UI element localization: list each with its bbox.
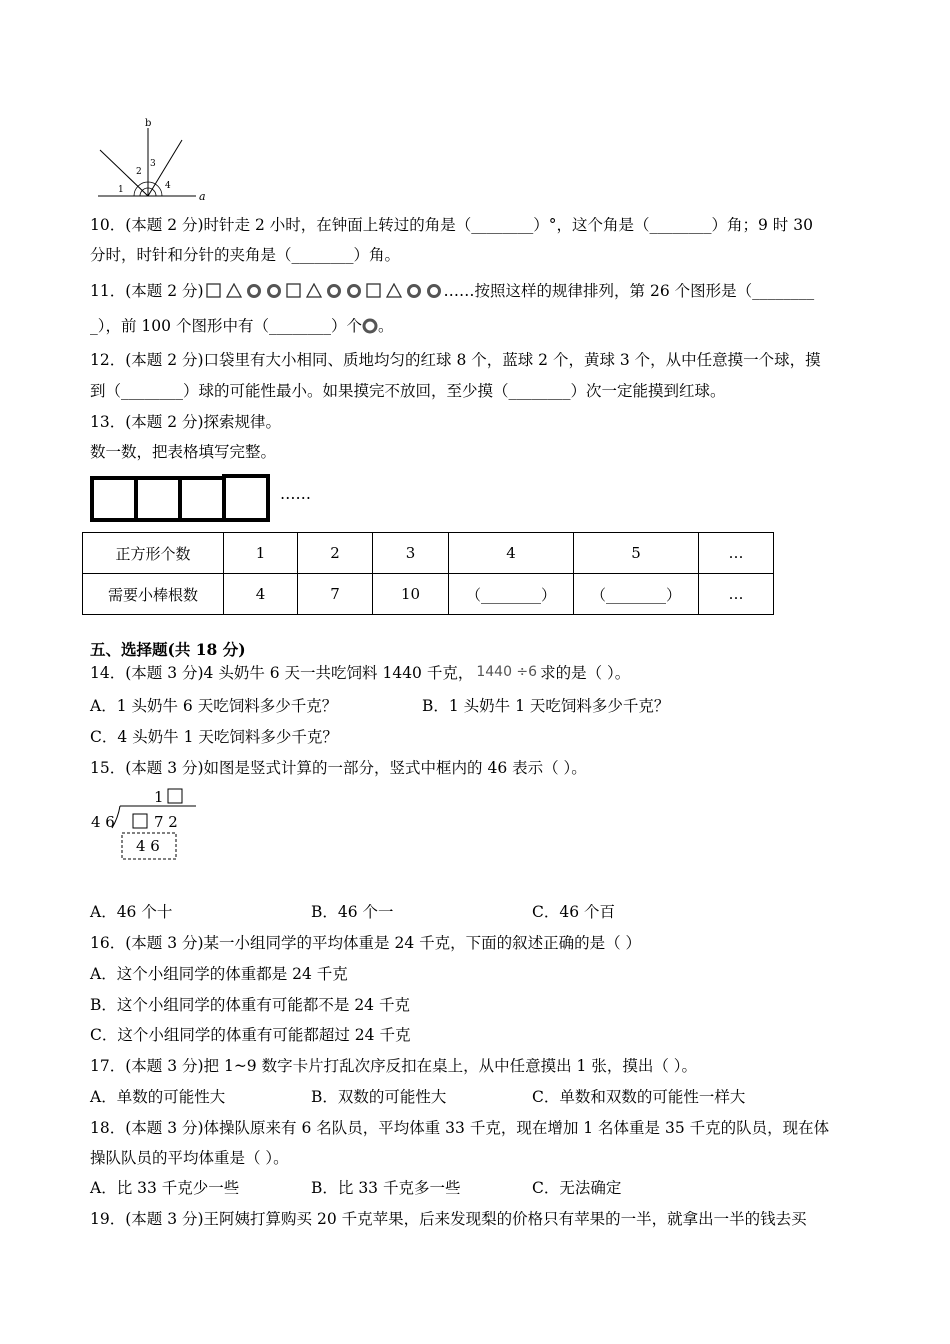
table-cell: 4 <box>224 574 298 615</box>
table-cell: （________） <box>574 574 699 615</box>
label-a: a <box>199 190 206 203</box>
ring-icon <box>264 283 284 299</box>
q11-line2 <box>90 316 393 336</box>
q14-formula: 1440 ÷6 <box>476 664 538 680</box>
label-2: 2 <box>136 167 142 177</box>
table-cell: 10 <box>373 574 449 615</box>
q11-line2-a: _），前 100 个图形中有（________）个 <box>90 317 362 335</box>
q15-option-c[interactable]: C．46 个百 <box>532 903 616 921</box>
table-cell: 正方形个数 <box>83 533 224 574</box>
triangle-icon <box>224 283 244 299</box>
label-b: b <box>145 118 152 129</box>
long-division-figure <box>88 786 203 862</box>
q10-line1: 10．(本题 2 分)时针走 2 小时，在钟面上转过的角是（________）°，这个角是（________）角；9 时 30 <box>90 216 813 234</box>
q18-line2: 操队队员的平均体重是（ ）。 <box>90 1149 289 1167</box>
label-3: 3 <box>150 159 156 169</box>
division-quotient: 1 <box>154 788 164 806</box>
table-cell: 1 <box>224 533 298 574</box>
q14-option-c[interactable]: C．4 头奶牛 1 天吃饲料多少千克？ <box>90 728 338 746</box>
q17-stem: 17．(本题 3 分)把 1~9 数字卡片打乱次序反扣在桌上，从中任意摸出 1 张，摸出（ ）。 <box>90 1057 697 1075</box>
square-icon <box>364 283 384 299</box>
q14-stem-b: 求的是（ ）。 <box>540 664 631 682</box>
q11-suffix: ……按照这样的规律排列，第 26 个图形是（________ <box>443 282 815 300</box>
table-row <box>83 533 774 574</box>
q17-option-a[interactable]: A．单数的可能性大 <box>90 1088 226 1106</box>
q14-option-b[interactable]: B．1 头奶牛 1 天吃饲料多少千克？ <box>422 697 670 715</box>
q18-option-b[interactable]: B．比 33 千克多一些 <box>311 1179 461 1197</box>
q11-prefix: 11．(本题 2 分) <box>90 282 204 300</box>
q15-stem: 15．(本题 3 分)如图是竖式计算的一部分，竖式中框内的 46 表示（ ）。 <box>90 759 587 777</box>
ring-icon <box>324 283 344 299</box>
division-dividend: 7 2 <box>154 813 178 831</box>
triangle-icon <box>304 283 324 299</box>
q16-option-c[interactable]: C．这个小组同学的体重有可能都超过 24 千克 <box>90 1026 411 1044</box>
q11-shape-sequence <box>204 282 444 300</box>
q14-stem <box>90 662 630 683</box>
q16-stem: 16．(本题 3 分)某一小组同学的平均体重是 24 千克，下面的叙述正确的是（ ） <box>90 934 642 952</box>
label-1: 1 <box>118 185 124 195</box>
ring-icon <box>362 318 378 334</box>
table-cell: 5 <box>574 533 699 574</box>
q11-line2-b: 。 <box>377 317 394 335</box>
q14-option-a[interactable]: A．1 头奶牛 6 天吃饲料多少千克？ <box>90 697 338 715</box>
q17-option-c[interactable]: C．单数和双数的可能性一样大 <box>532 1088 746 1106</box>
square-icon <box>204 283 224 299</box>
pattern-table <box>82 532 774 615</box>
table-cell: 7 <box>298 574 373 615</box>
ring-icon <box>244 283 264 299</box>
label-4: 4 <box>165 181 171 191</box>
table-cell: 3 <box>373 533 449 574</box>
section-heading: 五、选择题(共 18 分) <box>90 640 246 659</box>
q17-option-b[interactable]: B．双数的可能性大 <box>311 1088 447 1106</box>
q19-line1: 19．(本题 3 分)王阿姨打算购买 20 千克苹果，后来发现梨的价格只有苹果的一半，就拿出一半的钱去买 <box>90 1210 807 1228</box>
q15-option-a[interactable]: A．46 个十 <box>90 903 173 921</box>
q15-option-b[interactable]: B．46 个一 <box>311 903 394 921</box>
matchstick-squares-figure <box>88 472 278 524</box>
square-icon <box>284 283 304 299</box>
table-cell: … <box>699 533 774 574</box>
table-row <box>83 574 774 615</box>
q12-line1: 12．(本题 2 分)口袋里有大小相同、质地均匀的红球 8 个，蓝球 2 个，黄球 3 个，从中任意摸一个球，摸 <box>90 351 821 369</box>
q18-option-c[interactable]: C．无法确定 <box>532 1179 622 1197</box>
ring-icon <box>344 283 364 299</box>
q18-option-a[interactable]: A．比 33 千克少一些 <box>90 1179 240 1197</box>
table-cell: 需要小棒根数 <box>83 574 224 615</box>
q11-line1 <box>90 281 814 301</box>
division-product: 4 6 <box>136 837 160 855</box>
division-divisor: 4 6 <box>91 813 115 831</box>
triangle-icon <box>384 283 404 299</box>
q18-line1: 18．(本题 3 分)体操队原来有 6 名队员，平均体重 33 千克，现在增加 1 名体重是 35 千克的队员，现在体 <box>90 1119 830 1137</box>
table-cell: 2 <box>298 533 373 574</box>
ring-icon <box>424 283 444 299</box>
matchstick-ellipsis: …… <box>280 485 311 503</box>
q13-line1: 13．(本题 2 分)探索规律。 <box>90 413 282 431</box>
q14-stem-a: 14．(本题 3 分)4 头奶牛 6 天一共吃饲料 1440 千克， <box>90 664 474 682</box>
q16-option-a[interactable]: A．这个小组同学的体重都是 24 千克 <box>90 965 348 983</box>
table-cell: … <box>699 574 774 615</box>
q13-line2: 数一数，把表格填写完整。 <box>90 443 277 461</box>
table-cell: 4 <box>449 533 574 574</box>
q12-line2: 到（________）球的可能性最小。如果摸完不放回，至少摸（________）次一定能摸到红球。 <box>90 382 726 400</box>
q10-line2: 分时，时针和分针的夹角是（________）角。 <box>90 246 401 264</box>
ring-icon <box>404 283 424 299</box>
angle-figure <box>96 116 216 204</box>
q16-option-b[interactable]: B．这个小组同学的体重有可能都不是 24 千克 <box>90 996 410 1014</box>
table-cell: （________） <box>449 574 574 615</box>
